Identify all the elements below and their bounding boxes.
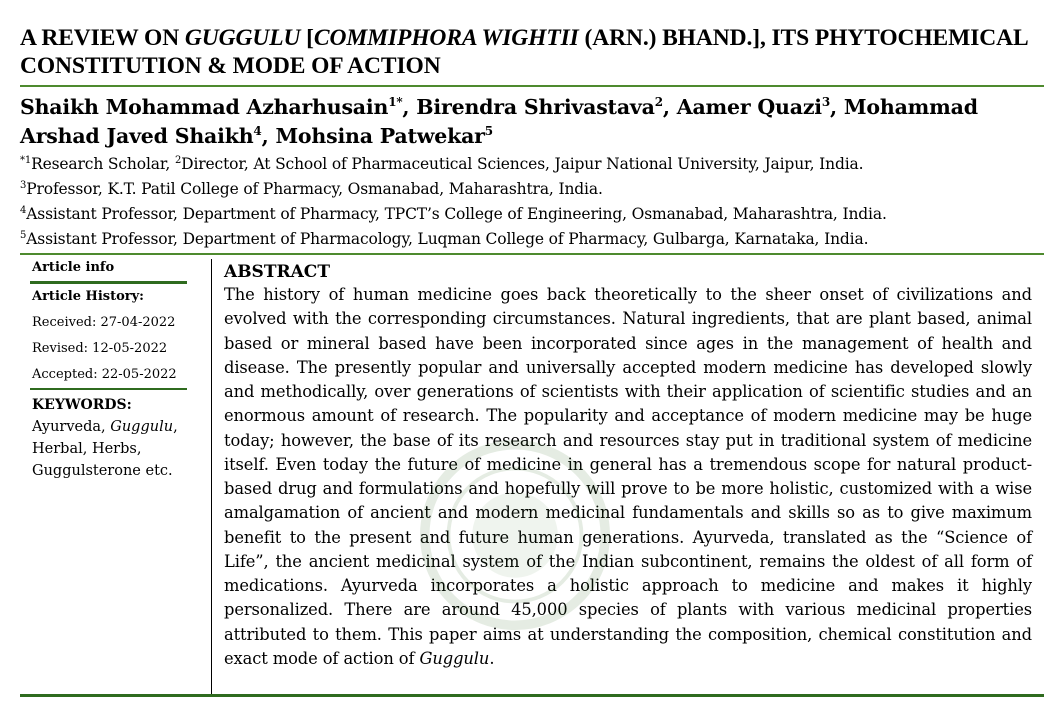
author: Shaikh Mohammad Azharhusain$^{1*}$ <box>20 95 403 119</box>
author: Aamer Quazi$^3$ <box>676 95 831 119</box>
keywords-list: Ayurveda, Guggulu, Herbal, Herbs, Guggulsterone etc. <box>32 419 178 479</box>
author: Mohsina Patwekar$^5$ <box>275 124 493 148</box>
author-list: Shaikh Mohammad Azharhusain$^{1*}$, Birendra Shrivastava$^2$, Aamer Quazi$^3$, Mohammad Arshad Javed Shaikh$^4$, Mohsina Patwekar$^5$ <box>20 95 978 148</box>
affiliation-line: $^5$Assistant Professor, Department of Pharmacology, Luqman College of Pharmacy, Gulbarga, Karnataka, India. <box>20 229 869 248</box>
abstract-section <box>212 255 1032 697</box>
abstract-heading: ABSTRACT <box>224 262 330 282</box>
title-part: A REVIEW ON <box>20 25 185 51</box>
received-date: Received: 27-04-2022 <box>32 314 176 330</box>
sidebar-divider <box>30 388 187 391</box>
paper-title <box>20 24 1044 80</box>
article-history-label: Article History: <box>32 288 144 304</box>
title-part: (ARN.) BHAND.], ITS PHYTOCHEMICAL <box>578 25 1029 51</box>
page-bottom-rule <box>20 694 1044 697</box>
title-italic: GUGGULU <box>184 25 301 51</box>
author: Mohammad Arshad Javed Shaikh$^4$ <box>20 95 978 148</box>
affiliation-line: $^{*1}$Research Scholar, $^2$Director, At School of Pharmaceutical Sciences, Jaipur National University, Jaipur, India. <box>20 154 864 173</box>
abstract-text: The history of human medicine goes back theoretically to the sheer onset of civilizations and evolved with the corresponding circumstances. Natural ingredients, that are plant based, animal based or mineral based have been incorporated since ages in the management of health and disease. The presently popular and universally accepted modern medicine has developed slowly and methodically, over generations of scientists with their application of scientific studies and an enormous amount of research. The popularity and acceptance of modern medicine may be huge today; however, the base of its research and resources stay put in traditional system of medicine itself. Even today the future of medicine in general has a tremendous scope for natural product-based drug and formulations and hopefully will prove to be more holistic, customized with a wise amalgamation of ancient and modern medicinal fundamentals and skills so as to give maximum benefit to the present and future human generations. Ayurveda, translated as the “Science of Life”, the ancient medicinal system of the Indian subcontinent, remains the oldest of all form of medications. Ayurveda incorporates a holistic approach to medicine and makes it highly personalized. There are around 45,000 species of plants with various medicinal properties attributed to them. This paper aims at understanding the composition, chemical constitution and exact mode of action of Guggulu. <box>224 285 1032 668</box>
article-info-heading: Article info <box>32 260 115 275</box>
title-part: [ <box>300 25 314 51</box>
revised-date: Revised: 12-05-2022 <box>32 340 168 356</box>
accepted-date: Accepted: 22-05-2022 <box>32 366 177 382</box>
article-info-sidebar <box>20 255 211 697</box>
affiliation-line: $^3$Professor, K.T. Patil College of Pharmacy, Osmanabad, Maharashtra, India. <box>20 179 603 198</box>
affiliation-line: $^4$Assistant Professor, Department of Pharmacy, TPCT’s College of Engineering, Osmanabad, Maharashtra, India. <box>20 204 887 223</box>
article-body <box>20 255 1044 697</box>
title-italic: COMMIPHORA WIGHTII <box>313 25 579 51</box>
author: Birendra Shrivastava$^2$ <box>416 95 663 119</box>
keywords-heading: KEYWORDS: <box>32 397 132 413</box>
title-line-2: CONSTITUTION & MODE OF ACTION <box>20 53 441 79</box>
affiliations <box>20 152 1044 252</box>
title-divider <box>20 85 1044 87</box>
paper-header <box>20 24 1044 697</box>
